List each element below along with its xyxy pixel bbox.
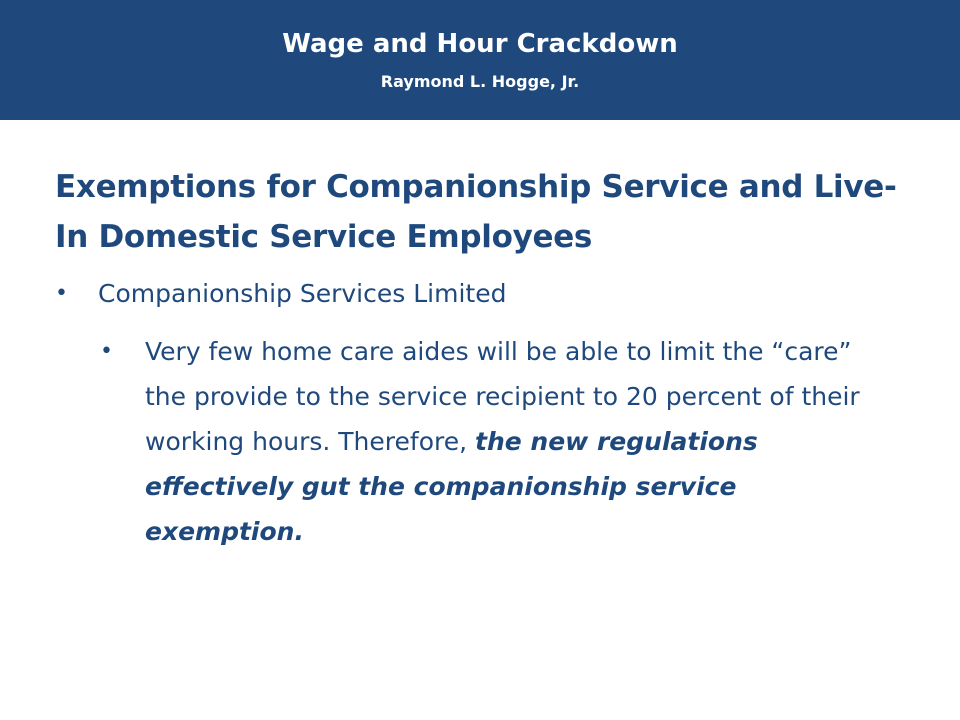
slide-header — [0, 0, 960, 120]
sub-bullet-emphasis: the new regulations effectively gut the companionship service exemption. — [145, 427, 758, 546]
slide-heading: Exemptions for Companionship Service and Live-In Domestic Service Employees — [55, 169, 897, 255]
header-title: Wage and Hour Crackdown — [282, 29, 678, 59]
bullet-text: Companionship Services Limited — [98, 279, 507, 308]
header-subtitle: Raymond L. Hogge, Jr. — [380, 72, 580, 91]
bullet-dot-icon: • — [55, 281, 68, 306]
sub-bullet-text: Very few home care aides will be able to limit the “care” the provide to the service recipient to 20 percent of their working hours. Therefore, — [145, 337, 860, 456]
bullet-dot-icon: • — [100, 339, 113, 364]
sub-bullet-body — [145, 329, 885, 554]
